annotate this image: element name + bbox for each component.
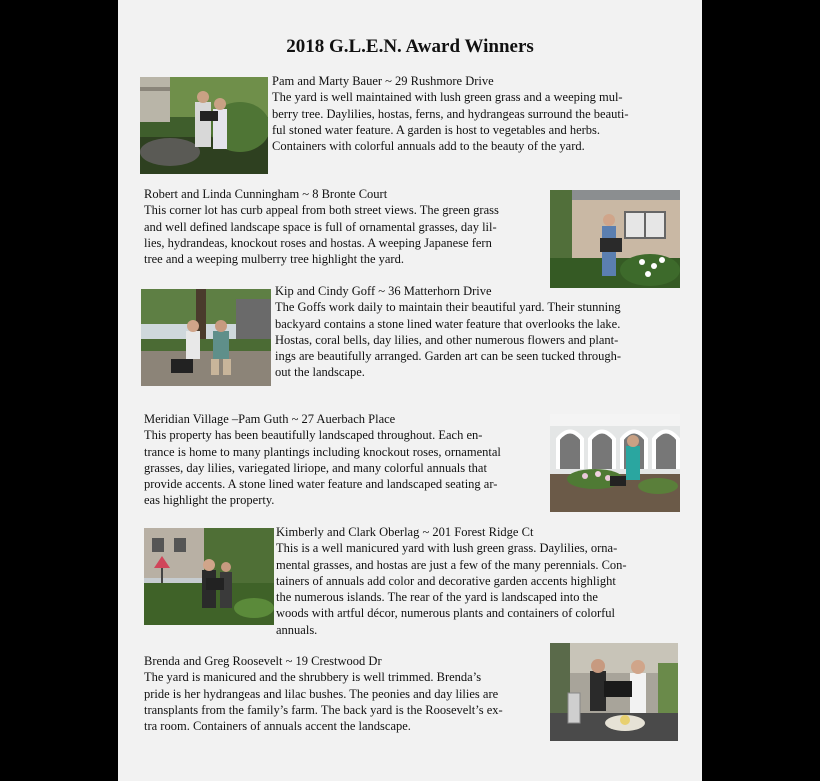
winner-text-line: berry tree. Daylilies, hostas, ferns, and hydrangeas surround the beauti-	[272, 106, 629, 121]
winner-text-line: eas highlight the property.	[144, 493, 275, 508]
winner-text-line: grasses, day lilies, variegated liriope, and many colorful annuals that	[144, 460, 487, 475]
winner-text-line: trance is home to many plantings including knockout roses, ornamental	[144, 444, 501, 459]
winner-text-line: ings are beautifully arranged. Garden art can be seen tucked through-	[275, 349, 622, 364]
winner-text-line: lies, hydrandeas, knockout roses and hostas. A weeping Japanese fern	[144, 235, 492, 250]
winner-text-line: Containers with colorful annuals add to the beauty of the yard.	[272, 139, 585, 154]
winner-text-line: This is a well manicured yard with lush green grass. Daylilies, orna-	[276, 541, 618, 556]
winner-text-line: This corner lot has curb appeal from both street views. The green grass	[144, 203, 499, 218]
winner-text-line: This property has been beautifully landscaped throughout. Each en-	[144, 428, 483, 443]
page-title: 2018 G.L.E.N. Award Winners	[286, 36, 534, 57]
winner-heading: Meridian Village –Pam Guth ~ 27 Auerbach Place	[144, 412, 396, 426]
winner-text-line: out the landscape.	[275, 365, 365, 380]
winner-text-line: backyard contains a stone lined water feature that overlooks the lake.	[275, 316, 621, 331]
winner-meridian-village	[144, 411, 501, 509]
winner-text-line: annuals.	[276, 622, 318, 637]
winner-text-line: tree and a weeping mulberry tree highlight the yard.	[144, 252, 404, 267]
winner-text-line: The yard is well maintained with lush green grass and a weeping mul-	[272, 90, 623, 105]
photo-bauer	[140, 77, 268, 174]
photo-roosevelt	[550, 643, 678, 741]
photo-goff	[141, 289, 271, 386]
winner-text-line: The yard is manicured and the shrubbery is well trimmed. Brenda’s	[144, 670, 482, 685]
winner-text-line: Hostas, coral bells, day lilies, and other numerous flowers and plant-	[275, 332, 619, 347]
winner-goff	[275, 283, 621, 381]
newsletter-page	[118, 0, 702, 781]
winner-cunningham	[144, 186, 499, 267]
winner-heading: Robert and Linda Cunningham ~ 8 Bronte Court	[144, 187, 388, 201]
winner-text-line: The Goffs work daily to maintain their beautiful yard. Their stunning	[275, 300, 621, 315]
winner-text-line: mental grasses, and hostas are just a few of the many perennials. Con-	[276, 557, 627, 572]
winner-text-line: tra room. Containers of annuals accent the landscape.	[144, 719, 411, 734]
winner-text-line: and well defined landscape space is full of ornamental grasses, day lil-	[144, 219, 497, 234]
winner-text-line: tainers of annuals add color and decorative garden accents highlight	[276, 573, 616, 588]
winner-heading: Brenda and Greg Roosevelt ~ 19 Crestwood Dr	[144, 654, 382, 668]
winner-text-line: ful stoned water feature. A garden is host to vegetables and herbs.	[272, 122, 601, 137]
winner-roosevelt	[144, 653, 503, 734]
photo-oberlag	[144, 528, 274, 625]
winner-text-line: the numerous islands. The rear of the yard is landscaped into the	[276, 590, 598, 605]
winner-oberlag	[276, 524, 627, 638]
photo-cunningham	[550, 190, 680, 288]
winner-heading: Pam and Marty Bauer ~ 29 Rushmore Drive	[272, 74, 494, 88]
winner-heading: Kip and Cindy Goff ~ 36 Matterhorn Drive	[275, 284, 492, 298]
photo-meridian-village	[550, 414, 680, 512]
winner-text-line: provide accents. A stone lined water feature and landscaped seating ar-	[144, 477, 498, 492]
winner-text-line: transplants from the family’s farm. The back yard is the Roosevelt’s ex-	[144, 702, 503, 717]
winner-bauer	[272, 73, 628, 154]
winner-heading: Kimberly and Clark Oberlag ~ 201 Forest Ridge Ct	[276, 525, 534, 539]
winner-text-line: woods with artful décor, numerous plants and containers of colorful	[276, 606, 615, 621]
winner-text-line: pride is her hydrangeas and lilac bushes. The peonies and day lilies are	[144, 686, 499, 701]
